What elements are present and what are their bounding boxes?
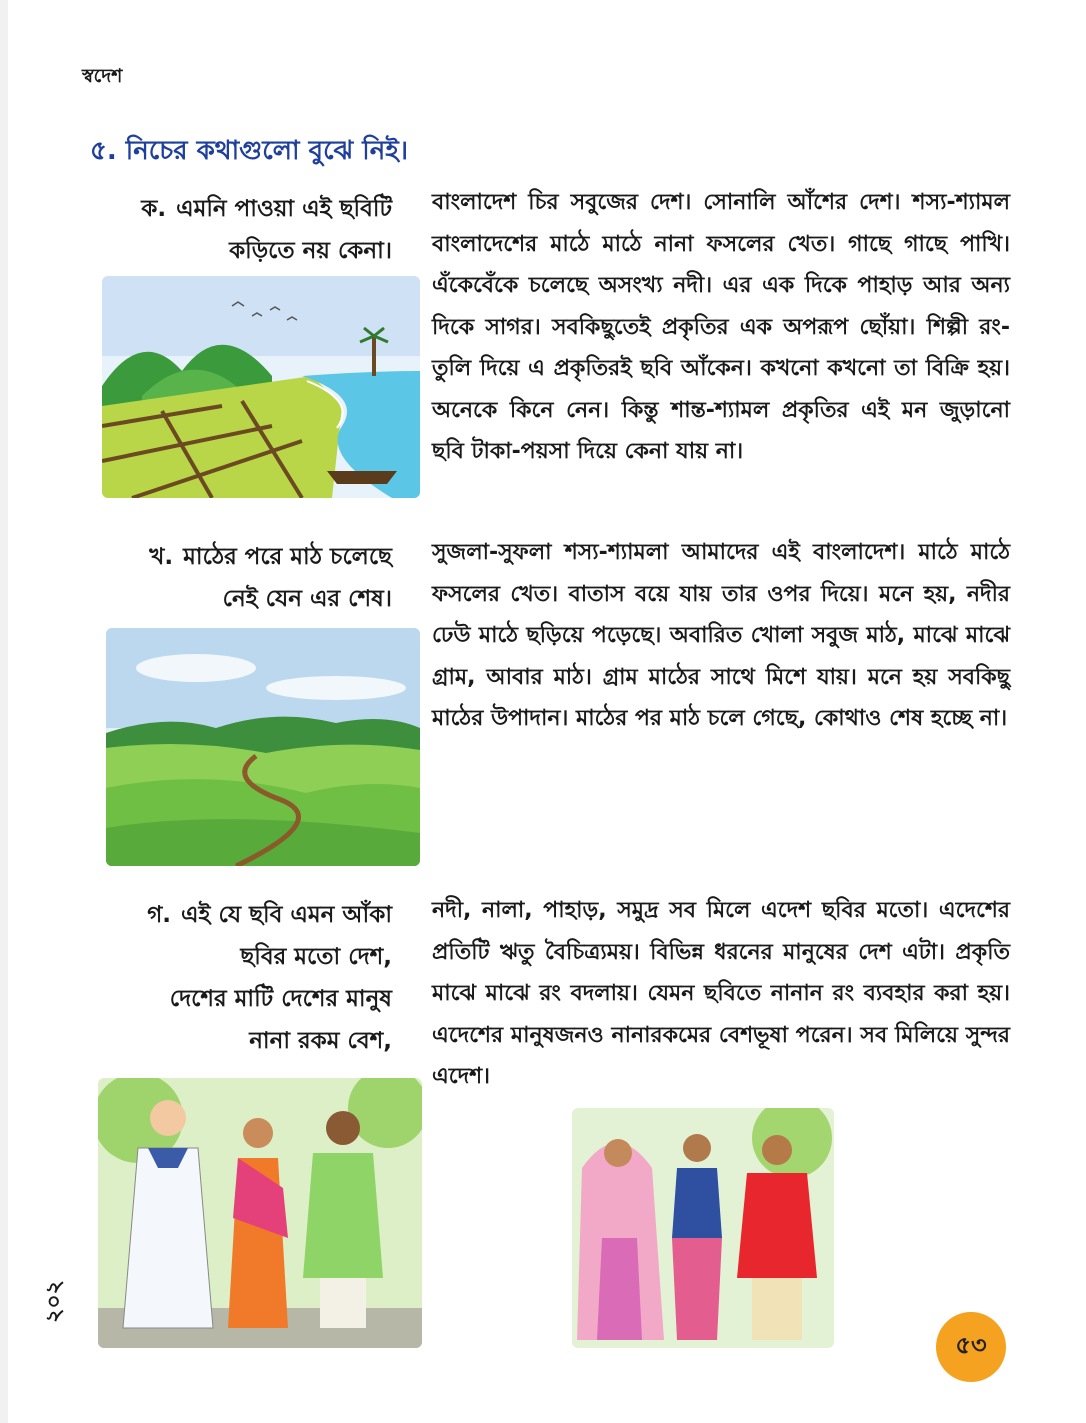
poem-line: গ. এই যে ছবি এমন আঁকা [147, 902, 392, 928]
side-page-number: ২০২ [42, 1280, 67, 1323]
poem-line: নানা রকম বেশ, [249, 1028, 392, 1054]
paragraph-2: সুজলা-সুফলা শস্য-শ্যামলা আমাদের এই বাংলাদেশ। মাঠে মাঠে ফসলের খেত। বাতাস বয়ে যায় তার ওপর দিয়ে। মনে হয়, নদীর ঢেউ মাঠে ছড়িয়ে পড়েছে। অবারিত খোলা সবুজ মাঠ, মাঝে মাঝে গ্রাম, আবার মাঠ। গ্রাম মাঠের সাথে মিশে যায়। মনে হয় সবকিছু মাঠের উপাদান। মাঠের পর মাঠ চলে গেছে, কোথাও শেষ হচ্ছে না। [432, 540, 1010, 731]
people-illustration-left [98, 1078, 422, 1348]
chapter-header: স্বদেশ [82, 65, 123, 87]
poem-line: ছবির মতো দেশ, [240, 944, 392, 970]
poem-line: খ. মাঠের পরে মাঠ চলেছে [149, 544, 392, 570]
people-illustration-right [572, 1108, 834, 1348]
poem-line: ক. এমনি পাওয়া এই ছবিটি [141, 196, 392, 222]
item-number: ক. [141, 196, 167, 222]
poem-line: দেশের মাটি দেশের মানুষ [169, 986, 392, 1012]
poem-block-3 [110, 894, 392, 1062]
green-fields-illustration [106, 628, 420, 866]
page-number-badge: ৫৩ [936, 1312, 1006, 1382]
poem-block-2 [110, 536, 392, 620]
poem-block-1 [110, 188, 392, 272]
item-number: খ. [149, 544, 174, 570]
river-landscape-illustration [102, 276, 420, 498]
poem-line: নেই যেন এর শেষ। [222, 586, 392, 612]
page-edge [0, 0, 8, 1423]
paragraph-1: বাংলাদেশ চির সবুজের দেশ। সোনালি আঁশের দেশ। শস্য-শ্যামল বাংলাদেশের মাঠে মাঠে নানা ফসলের খেত। গাছে গাছে পাখি। এঁকেবেঁকে চলেছে অসংখ্য নদী। এর এক দিকে পাহাড় আর অন্য দিকে সাগর। সবকিছুতেই প্রকৃতির এক অপরূপ ছোঁয়া। শিল্পী রং-তুলি দিয়ে এ প্রকৃতিরই ছবি আঁকেন। কখনো কখনো তা বিক্রি হয়। অনেকে কিনে নেন। কিন্তু শান্ত-শ্যামল প্রকৃতির এই মন জুড়ানো ছবি টাকা-পয়সা দিয়ে কেনা যায় না। [432, 190, 1010, 464]
item-number: গ. [147, 902, 172, 928]
poem-line: কড়িতে নয় কেনা। [229, 238, 392, 264]
section-title: ৫. নিচের কথাগুলো বুঝে নিই। [90, 136, 409, 166]
paragraph-3: নদী, নালা, পাহাড়, সমুদ্র সব মিলে এদেশ ছবির মতো। এদেশের প্রতিটি ঋতু বৈচিত্র্যময়। বিভিন্ন ধরনের মানুষের দেশ এটা। প্রকৃতি মাঝে মাঝে রং বদলায়। যেমন ছবিতে নানান রং ব্যবহার করা হয়। এদেশের মানুষজনও নানারকমের বেশভূষা পরেন। সব মিলিয়ে সুন্দর এদেশ। [432, 898, 1010, 1089]
